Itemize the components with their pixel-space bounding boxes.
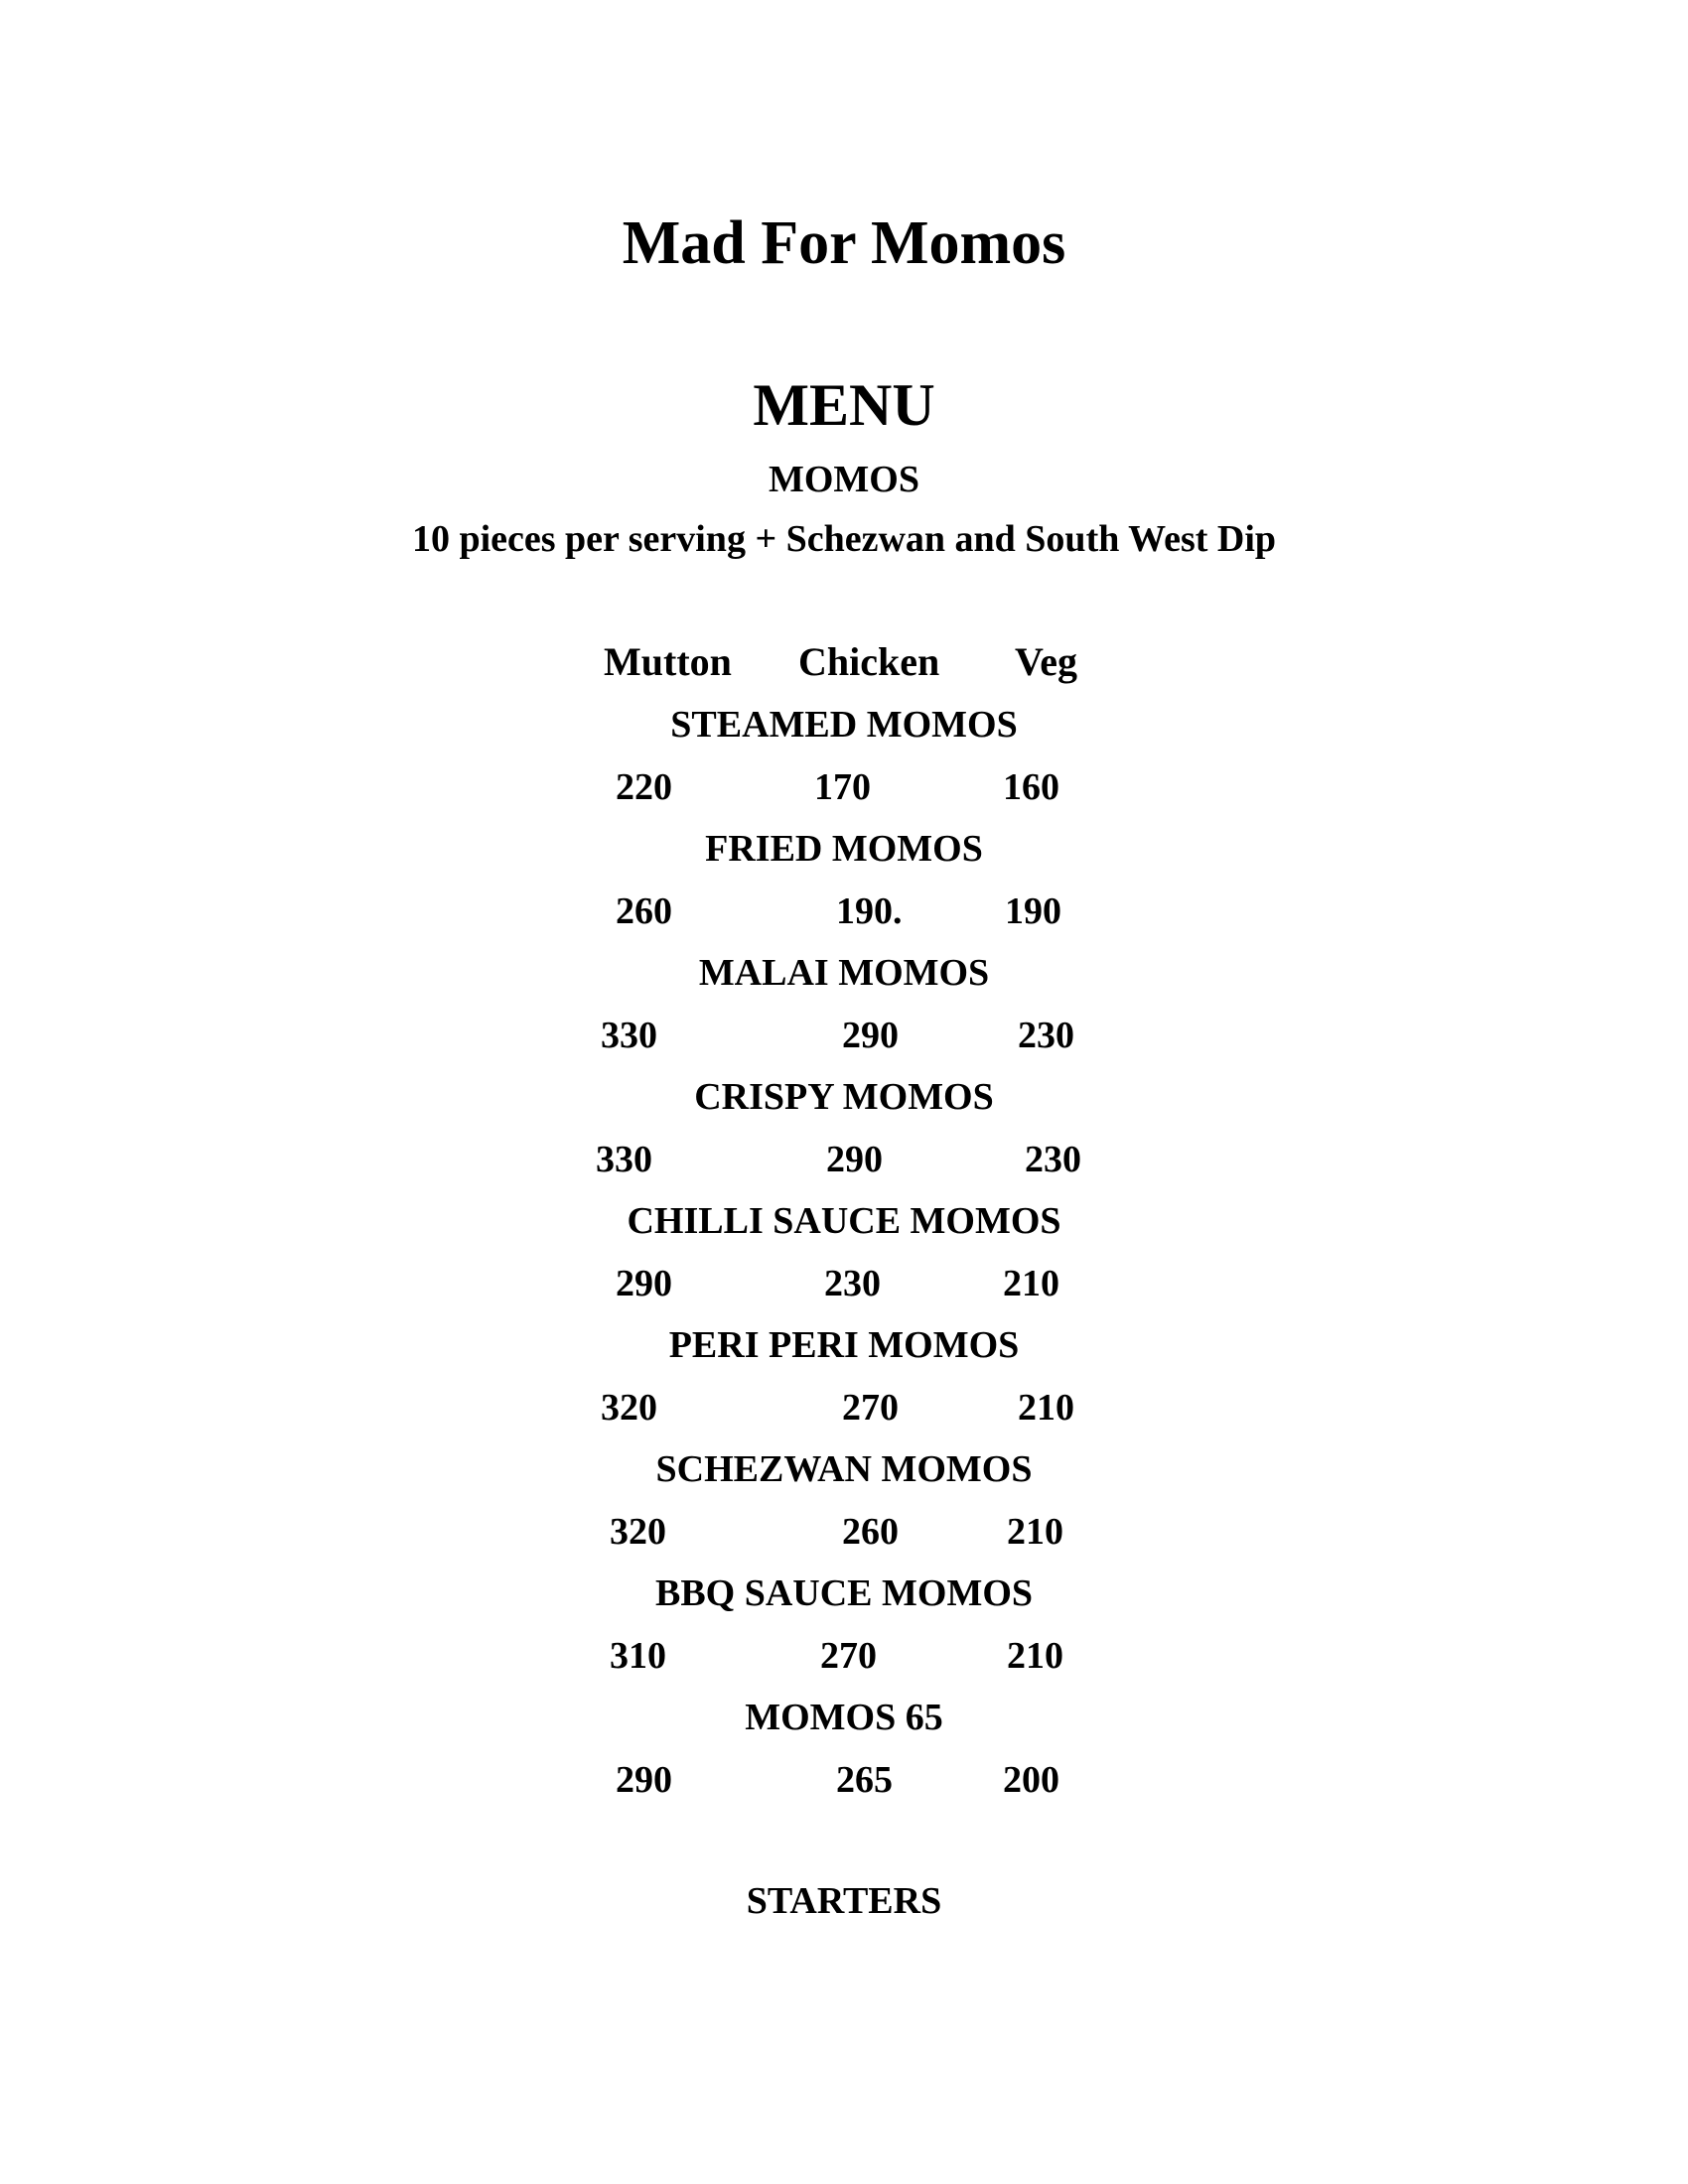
price-veg: 210	[1003, 1263, 1059, 1304]
price-mutton: 260	[616, 890, 672, 932]
column-header-chicken: Chicken	[798, 639, 940, 684]
price-chicken: 265	[836, 1759, 893, 1801]
section-title: MOMOS	[769, 459, 919, 500]
menu-item-name: BBQ SAUCE MOMOS	[654, 1572, 1034, 1614]
price-mutton: 330	[596, 1139, 652, 1180]
menu-item-name: CHILLI SAUCE MOMOS	[627, 1200, 1061, 1242]
price-veg: 230	[1018, 1015, 1074, 1056]
price-chicken: 230	[824, 1263, 881, 1304]
price-chicken: 270	[842, 1387, 899, 1429]
column-header-mutton: Mutton	[604, 639, 732, 684]
price-chicken: 170	[814, 766, 871, 808]
price-veg: 210	[1007, 1635, 1063, 1677]
price-veg: 190	[1005, 890, 1061, 932]
price-mutton: 290	[616, 1263, 672, 1304]
price-chicken: 290	[826, 1139, 883, 1180]
price-mutton: 290	[616, 1759, 672, 1801]
menu-item-name: CRISPY MOMOS	[694, 1076, 994, 1118]
price-chicken: 270	[820, 1635, 877, 1677]
menu-title: MENU	[753, 372, 935, 438]
starters-section-title: STARTERS	[746, 1880, 942, 1922]
price-veg: 200	[1003, 1759, 1059, 1801]
price-chicken: 260	[842, 1511, 899, 1553]
price-mutton: 310	[610, 1635, 666, 1677]
price-mutton: 320	[610, 1511, 666, 1553]
price-chicken: 290	[842, 1015, 899, 1056]
price-veg: 210	[1018, 1387, 1074, 1429]
menu-item-name: FRIED MOMOS	[705, 828, 983, 870]
menu-item-name: MOMOS 65	[745, 1697, 943, 1738]
menu-item-name: PERI PERI MOMOS	[668, 1324, 1020, 1366]
menu-item-name: MALAI MOMOS	[698, 952, 990, 994]
column-header-veg: Veg	[1015, 639, 1077, 684]
price-chicken: 190.	[836, 890, 903, 932]
price-veg: 230	[1025, 1139, 1081, 1180]
price-veg: 210	[1007, 1511, 1063, 1553]
price-mutton: 320	[601, 1387, 657, 1429]
section-note: 10 pieces per serving + Schezwan and South West Dip	[411, 518, 1277, 560]
price-mutton: 330	[601, 1015, 657, 1056]
price-veg: 160	[1003, 766, 1059, 808]
menu-item-name: SCHEZWAN MOMOS	[655, 1448, 1033, 1490]
menu-item-name: STEAMED MOMOS	[670, 704, 1018, 746]
price-mutton: 220	[616, 766, 672, 808]
restaurant-name: Mad For Momos	[622, 209, 1066, 277]
